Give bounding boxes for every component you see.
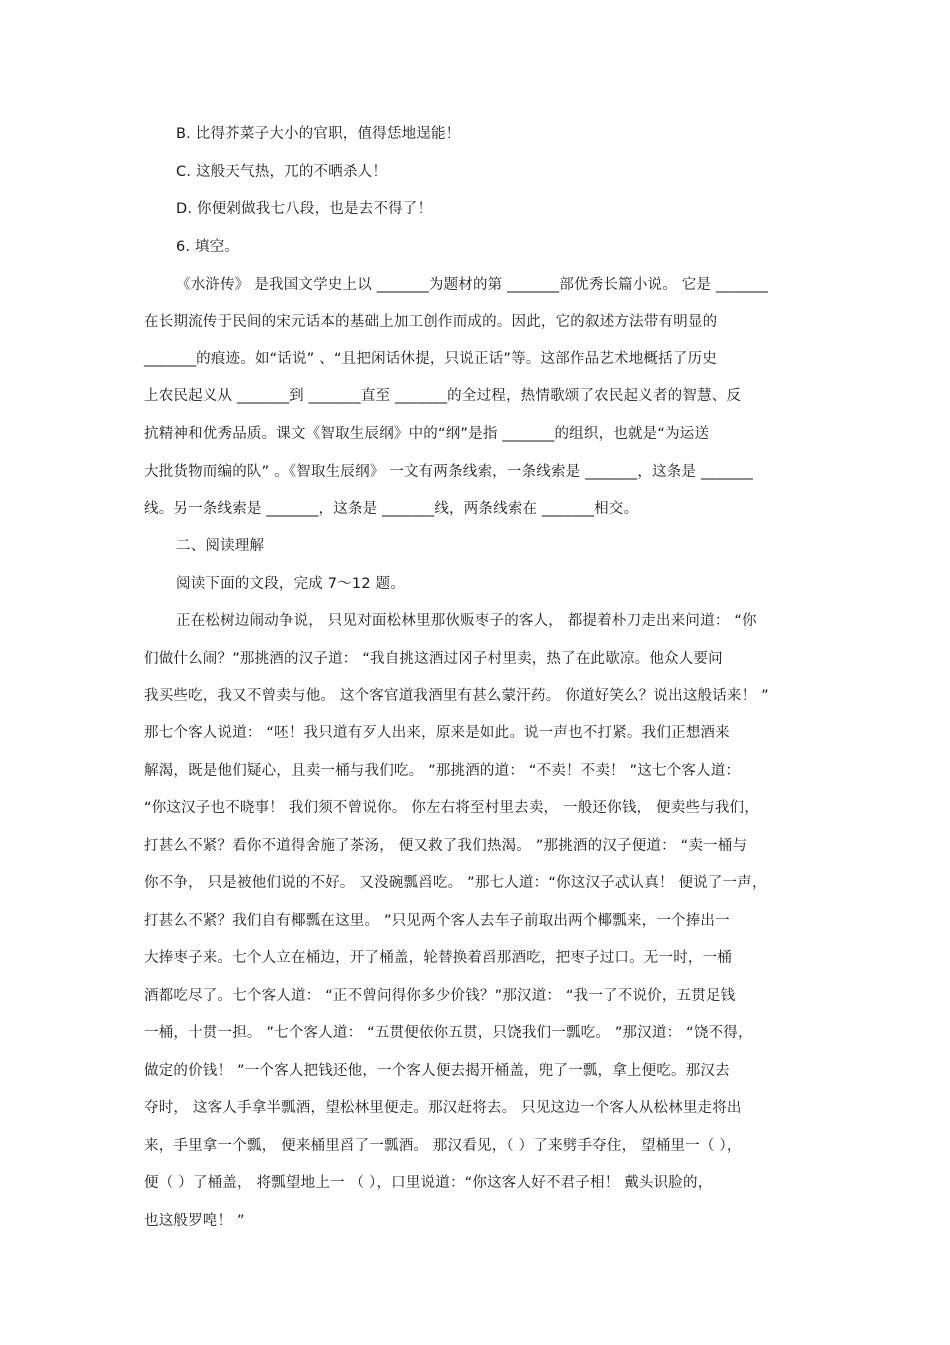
passage-line: 做定的价钱！ ”一个客人把钱还他，一个客人便去揭开桶盖，兜了一瓢，拿上便吃。那汉去 [144, 1063, 730, 1079]
passage-line: 也这般罗唣！ ” [144, 1213, 245, 1229]
option-b: B. 比得芥菜子大小的官职，值得恁地逞能！ [176, 126, 461, 142]
passage-line: 便（ ）了桶盖， 将瓢望地上一 （ ），口里说道：“你这客人好不君子相！ 戴头识脸的， [144, 1175, 713, 1191]
question-6-line: _______的痕迹。如“话说” 、“且把闲话休提，只说正话”等。这部作品艺术地概括了历史 [144, 351, 717, 367]
passage-line: 酒都吃尽了。七个客人道： “正不曾问得你多少价钱？”那汉道： “我一了不说价，五贯足钱 [144, 988, 736, 1004]
passage-line: 解渴，既是他们疑心，且卖一桶与我们吃。 ”那挑酒的道： “不卖！不卖！ ”这七个客人道： [144, 763, 741, 779]
passage-line: 你不争， 只是被他们说的不好。 又没碗瓢舀吃。 ”那七人道：“你这汉子忒认真！ 便说了一声， [144, 875, 767, 891]
question-6-heading: 6. 填空。 [176, 239, 240, 255]
question-6-line: 抗精神和优秀品质。课文《智取生辰纲》中的“纲”是指 _______的组织，也就是“为运送 [144, 426, 710, 442]
passage-line: 夺时， 这客人手拿半瓢酒，望松林里便走。那汉赶将去。 只见这边一个客人从松林里走将出 [144, 1100, 742, 1116]
passage-line: 来，手里拿一个瓢， 便来桶里舀了一瓢酒。 那汉看见，（ ）了来劈手夺住， 望桶里一（ ）， [144, 1138, 742, 1154]
question-6-line: 线。另一条线索是 _______，这条是 _______线，两条线索在 _______相交。 [144, 501, 639, 517]
question-6-line: 大批货物而编的队” 。《智取生辰纲》 一文有两条线索，一条线索是 _______，这条是 _______ [144, 464, 754, 480]
option-c: C. 这般天气热，兀的不晒杀人！ [176, 164, 388, 180]
question-6-line: 《水浒传》 是我国文学史上以 _______为题材的第 _______部优秀长篇小说。 它是 _______ [176, 277, 769, 293]
question-6-line: 在长期流传于民间的宋元话本的基础上加工创作而成的。因此，它的叙述方法带有明显的 [144, 314, 718, 330]
passage-line: 们做什么闹？”那挑酒的汉子道： “我自挑这酒过冈子村里卖，热了在此歇凉。他众人要问 [144, 651, 723, 667]
question-6-line: 上农民起义从 _______到 _______直至 _______的全过程，热情歌颂了农民起义者的智慧、反 [144, 388, 742, 404]
passage-line: 正在松树边闹动争说， 只见对面松林里那伙贩枣子的客人， 都提着朴刀走出来问道： “你 [176, 613, 757, 629]
passage-line: 打甚么不紧？我们自有椰瓢在这里。 ”只见两个客人去车子前取出两个椰瓢来，一个捧出一 [144, 913, 730, 929]
passage-line: 一桶，十贯一担。 ”七个客人道： “五贯便依你五贯，只饶我们一瓢吃。 ”那汉道： “饶不得， [144, 1025, 753, 1041]
passage-line: 那七个客人说道： “呸！我只道有歹人出来，原来是如此。说一声也不打紧。我们正想酒来 [144, 725, 730, 741]
passage-line: 我买些吃，我又不曾卖与他。 这个客官道我酒里有甚么蒙汗药。 你道好笑么？说出这般话来！ ” [144, 688, 769, 704]
passage-line: “你这汉子也不晓事！ 我们须不曾说你。 你左右将至村里去卖， 一般还你钱， 便卖些与我们， [144, 800, 759, 816]
reading-instruction: 阅读下面的文段，完成 7～12 题。 [176, 576, 405, 592]
passage-line: 打甚么不紧？看你不道得舍施了茶汤， 便又救了我们热渴。 ”那挑酒的汉子便道： “卖一桶与 [144, 838, 748, 854]
passage-line: 大捧枣子来。七个人立在桶边，开了桶盖，轮替换着舀那酒吃，把枣子过口。无一时，一桶 [144, 950, 732, 966]
section-2-heading: 二、阅读理解 [176, 538, 265, 554]
option-d: D. 你便剁做我七八段，也是去不得了！ [176, 201, 433, 217]
